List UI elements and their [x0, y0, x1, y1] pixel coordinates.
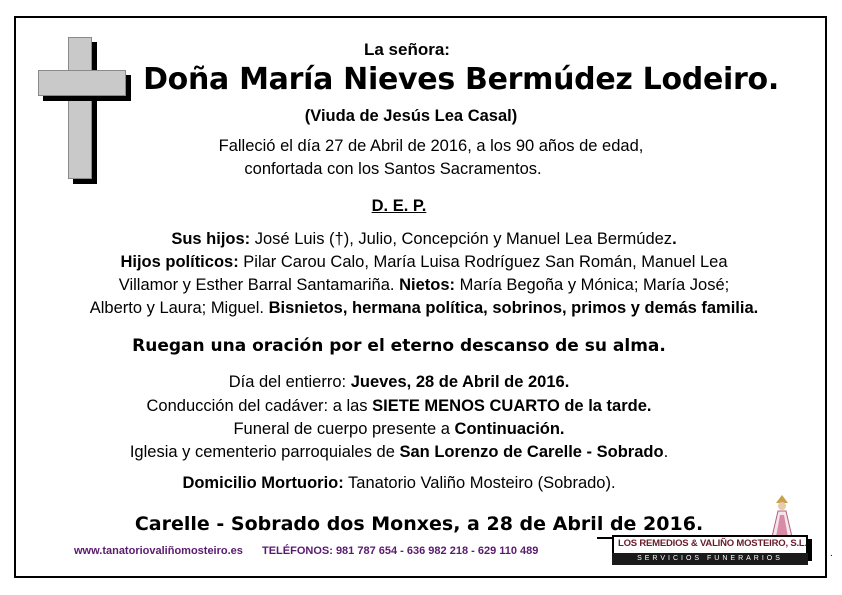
family-row-others [24, 297, 824, 320]
family-row-inlaws [24, 251, 824, 274]
domicile-label: Domicilio Mortuorio: [182, 474, 344, 492]
burial-value: Jueves, 28 de Abril de 2016. [350, 373, 570, 391]
funeral-value: Continuación. [454, 420, 565, 438]
family-row-children [24, 228, 824, 251]
children-text: José Luis (†), Julio, Concepción y Manuel Lea Bermúdez [250, 230, 673, 248]
children-label: Sus hijos: [171, 230, 251, 248]
family-block [24, 228, 824, 320]
burial-date [0, 373, 820, 392]
church-value: San Lorenzo de Carelle - Sobrado [399, 443, 664, 461]
grandchildren-text-1: María Begoña y Mónica; María José; [455, 276, 730, 294]
conduction-value: SIETE MENOS CUARTO de la tarde. [372, 397, 652, 415]
church-location [0, 443, 820, 462]
grandchildren-label: Nietos: [399, 276, 455, 294]
inlaws-label: Hijos políticos: [120, 253, 239, 271]
dep-heading [0, 197, 820, 216]
widow-note: (Viuda de Jesús Lea Casal) [304, 107, 518, 125]
church-end: . [663, 443, 669, 461]
funeral-home-logo [612, 493, 812, 573]
children-end: . [672, 230, 677, 248]
closing-text-b: l de 2016. [597, 513, 703, 539]
death-line-1: Falleció el día 27 de Abril de 2016, a los 90 años de edad, [218, 137, 644, 155]
logo-name: LOS REMEDIOS & VALIÑO MOSTEIRO, S.L. [618, 538, 807, 549]
other-relatives: Bisnietos, hermana política, sobrinos, primos y demás familia. [268, 299, 759, 317]
domicile-value: Tanatorio Valiño Mosteiro (Sobrado). [343, 474, 616, 492]
intro-text: La señora: [364, 40, 450, 59]
phone-numbers: TELÉFONOS: 981 787 654 - 636 982 218 - 629 110 489 [262, 545, 539, 557]
death-line-2: confortada con los Santos Sacramentos. [244, 160, 542, 178]
website-link[interactable]: www.tanatoriovaliñomosteiro.es [74, 545, 243, 557]
logo-subtitle: SERVICIOS FUNERARIOS [612, 553, 808, 565]
mortuary-address [0, 474, 820, 493]
conduction-time [0, 397, 820, 416]
stray-dot: . [830, 548, 833, 559]
family-row-grandchildren [24, 274, 824, 297]
burial-label: Día del entierro: [228, 373, 351, 391]
closing-text-a: Carelle - Sobrado dos Monxes, a 28 de Abri [134, 513, 597, 535]
deceased-name: Doña María Nieves Bermúdez Lodeiro. [143, 62, 779, 97]
inlaws-text-1: Pilar Carou Calo, María Luisa Rodríguez San Román, Manuel Lea [238, 253, 728, 271]
church-label: Iglesia y cementerio parroquiales de [129, 443, 400, 461]
dep-text: D. E. P. [371, 197, 427, 215]
conduction-label: Conducción del cadáver: a las [146, 397, 373, 415]
inlaws-text-2: Villamor y Esther Barral Santamariña. [118, 276, 400, 294]
funeral-time [0, 420, 820, 439]
prayer-request: Ruegan una oración por el eterno descanso de su alma. [132, 336, 666, 356]
grandchildren-text-2: Alberto y Laura; Miguel. [89, 299, 269, 317]
virgin-figure-icon [760, 493, 804, 539]
funeral-label: Funeral de cuerpo presente a [233, 420, 455, 438]
